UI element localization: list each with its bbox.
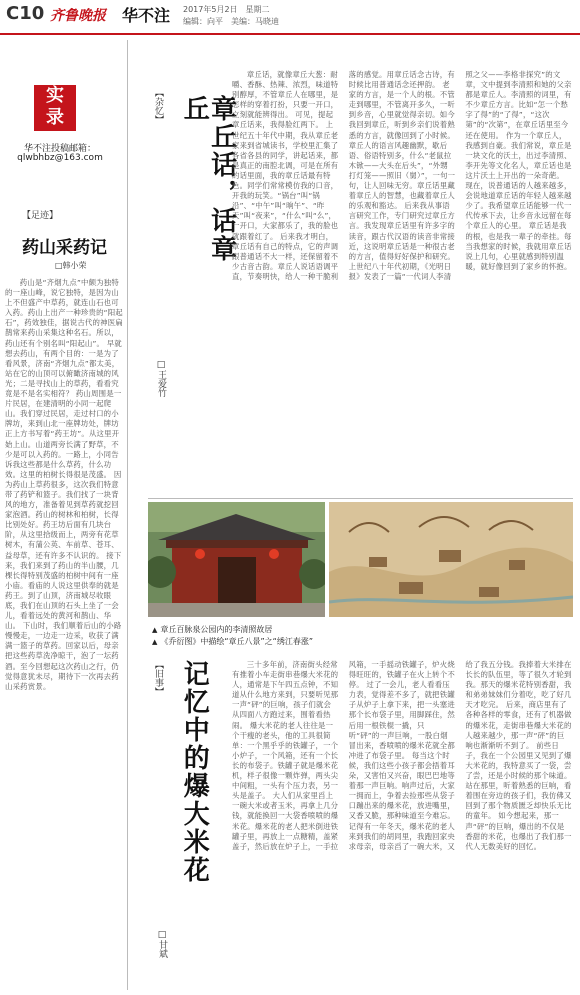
photo-caption	[152, 624, 272, 635]
badge-char: 录	[46, 107, 64, 128]
article1-body	[232, 70, 572, 488]
photo-caption-text: 章丘百脉泉公园内的李清照故居	[160, 625, 273, 634]
article2-body-text: 三十多年前，济南街头经常有推着小车走街串巷爆大米花的人，通常是下午四五点钟，不知道从什么地方来到，只要听见那一声“砰”的巨响，孩子们就会从四面八方跑过来，围着看热闹。 爆大米花的老人往往是一个干瘦的老头，他的工具很简单：一个黑乎乎的铁罐子，一个小炉子，一个风箱，还有一个长长的布袋子。铁罐子就是爆米花机，样子很像一颗炸弹，两头尖中间粗，一头有个压力表，另一头是盖子。 大人们从家里舀上一碗大米或者玉米，再拿上几分钱，就能换回一大袋香喷喷的爆米花。爆米花的老人把米倒进铁罐子里，再放上一点糖精，盖紧盖子，然后放在炉子上，一手拉风箱，一手摇动铁罐子，炉火烧得旺旺的，铁罐子在火上转个不停。 过了一会儿，老人看看压力表，觉得差不多了，就把铁罐子从炉子上拿下来，把一头塞进那个长布袋子里，用脚踩住，然后用一根铁棍一撬，只听“砰”的一声巨响，一股白烟冒出来，香喷喷的爆米花就全都冲进了布袋子里。 每当这个时候，我们这些小孩子都会捂着耳朵，又害怕又兴奋，眼巴巴地等着那一声巨响。响声过后，大家一拥而上，争着去捡那些从袋子口蹦出来的爆米花，放进嘴里，又香又脆，那种味道至今难忘。 记得有一年冬天，爆米花的老人来到我们的胡同里，我跑回家央求母亲，母亲舀了一碗大米，又给了我五分钱。我捧着大米排在长长的队伍里，等了很久才轮到我。那天的爆米花特别香甜，我和弟弟妹妹们分着吃，吃了好几天才吃完。 后来，商店里有了各种各样的零食，还有了机器做的爆米花，走街串巷爆大米花的人越来越少，那一声“砰”的巨响也渐渐听不到了。 前些日子，我在一个公园里又见到了爆大米花的，我特意买了一袋，尝了尝，还是小时候的那个味道。站在那里，听着熟悉的巨响，看着围在旁边的孩子们，我仿佛又回到了那个物质匮乏却快乐无比的童年。 如今想起来，那一声“砰”的巨响，爆出的不仅是香甜的米花，也爆出了我们那一代人无数美好的回忆。	[232, 660, 572, 851]
article2-kicker: 【旧事】	[153, 660, 163, 696]
article2-body	[232, 660, 572, 990]
article1-author: □王爱竹	[156, 360, 166, 397]
section-title: 华不注	[122, 6, 171, 25]
header-rule	[0, 33, 580, 35]
sidebar-author: □韩小荣	[55, 261, 87, 270]
article1-kicker: 【杂忆】	[153, 88, 163, 124]
triangle-icon: ▲	[152, 638, 158, 646]
article2-title: 记忆中的爆大米花	[179, 660, 210, 884]
article1-body-text: 章丘话，就像章丘大葱：耐嚼、香酥、热辣、浓烈，味道特别醇厚，不管章丘人在哪里，是怎样的穿着打扮，只要一开口，立刻就能辨得出。 可见，提起章丘话来，我得脸红两下。 上世纪五十年代中期，我从章丘老家来到省城读书，学校里汇集了各省各县的同学，讲起话来，都是真正的南腔北调，可是在所有的话里面，我的章丘话最有特色。同学们常常模仿我的口音，开我的玩笑。“锅台”叫“锅沿”、“中午”叫“晌午”、“昨天”叫“夜来”，“什么”叫“么”，一开口，大家都乐了，我的脸也就跟着红了。 后来我才明白，章丘话有自己的特点，它的声调跟普通话不大一样，还保留着不少古音古韵。章丘人说话语调平直，节奏明快，给人一种干脆利落的感觉。用章丘话念古诗，有时候比用普通话念还押韵。 老家的方言，是一个人的根。不管走到哪里，不管离开多久，一听到乡音，心里就觉得亲切。如今我回到章丘，听到乡亲们说着熟悉的方言，就像回到了小时候。 章丘人的语言风趣幽默，歇后语、俗语特别多，什么“老鼠拉木锨——大头在后头”，“外甥打灯笼——照旧（舅）”，一句一句，让人回味无穷。章丘话里藏着章丘人的智慧，也藏着章丘人的乐观和豁达。 后来我从事语言研究工作，专门研究过章丘方言。我发现章丘话里有许多字的读音，跟古代汉语的读音非常接近，这说明章丘话是一种很古老的方言，值得好好保护和研究。 上世纪八十年代初期，《光明日报》发表了一篇“一代词人李清照之父——李格非探究”的文章，文中提到李清照和她的父亲都是章丘人。李清照的词里，有不少章丘方言。比如“怎一个愁字了得”的“了得”，“这次第”的“次第”，在章丘话里至今还在使用。 作为一个章丘人，我感到自豪。我们常说，章丘是一块文化的沃土，出过李清照、李开先等文化名人，章丘话也是这片沃土上开出的一朵奇葩。 现在，说普通话的人越来越多，会说地道章丘话的年轻人越来越少了。我希望章丘话能够一代一代传承下去，让乡音永远留在每个章丘人的心里。 章丘话是我的根，也是我一辈子的牵挂。每当我想家的时候，我就用章丘话说上几句，心里就感到特别温暖，就好像回到了家乡的怀抱。	[232, 70, 572, 281]
photo-li-qingzhao-residence	[148, 502, 325, 617]
sidebar-divider	[127, 40, 128, 990]
badge-char: 实	[46, 85, 64, 106]
photo-caption	[152, 636, 313, 647]
email-address[interactable]: qlwbhbz@163.com	[17, 153, 103, 163]
section-badge	[34, 85, 76, 131]
sidebar-title: 药山采药记	[22, 238, 107, 258]
editor-credits: 编辑：向平 美编：马晓迪	[183, 17, 279, 26]
triangle-icon: ▲	[152, 626, 158, 634]
photo-qiaoyan-painting	[329, 502, 573, 617]
newspaper-logo: 齐鲁晚报	[50, 8, 106, 24]
email-label: 华不注投稿邮箱：	[23, 144, 96, 154]
article2-author: □甘斌	[157, 930, 167, 958]
photo-caption-text: 《乔衍图》中描绘“章丘八景”之“绣江春涨”	[160, 637, 313, 646]
sidebar-body-text: 药山是“齐烟九点”中颇为独特的一座山峰，说它独特，是因为山上不但盛产中草药，就连山石也可入药。药山上出产一种珍贵的“阳起石”，药效独佳，据说古代的神医扁鹊常来药山采集这种名石。所以，药山还有个别名叫“阳起山”。 早就想去药山，有两个目的：一是为了看风景，济南“齐烟九点”都太美，站在它的山顶可以俯瞰济南城的风光；二是寻找山上的草药，看看究竟是不是名实相符？ 药山周围是一片民居，在建清明的小同一起爬山。我们穿过民居，走过村口的小牌坊，来到山北一座牌坊处，牌坊正上方书写着“药王坊”。从这里开始上山。山道两旁长满了野草，不少是可以入药的。一路上，小同告诉我这些都是什么草药，什么功效。这里的柏树长得很是茂盛。 因为药山上草药很多，这次我们特意带了药铲和篮子。我们找了一块背风的地方，准备着见到草药就挖回家泡酒。药山的树林和柏树，长得比别处好。药王坊后面有几块台阶，从这里拾级而上，两旁有花草树木，有蒲公英、车前草、苍耳、益母草，还有许多不认识的。 接下来，我们来到了药山的半山腰，几棵长得特别茂盛的柏树中间有一座小庙。看庙的人说这里供奉的就是药王。到了山顶，济南城尽收眼底，我们在山顶的石头上坐了一会儿，看着远处的黄河和鹊山、华山。 下山时，我们顺着后山的小路慢慢走，一边走一边采，收获了满满一篮子的草药。回家以后，母亲把这些药草洗净晾干，泡了一坛药酒。至今回想起这次药山之行，仍觉得意犹未尽，期待下一次再去药山采药赏景。	[5, 278, 123, 691]
issue-date: 2017年5月2日 星期二	[183, 5, 270, 14]
article1-title: 章丘话，话章丘	[179, 95, 237, 263]
sidebar-body	[5, 278, 123, 985]
section-divider	[148, 498, 573, 499]
sidebar-kicker: 【足迹】	[22, 211, 59, 221]
page-number: C10	[6, 3, 45, 24]
